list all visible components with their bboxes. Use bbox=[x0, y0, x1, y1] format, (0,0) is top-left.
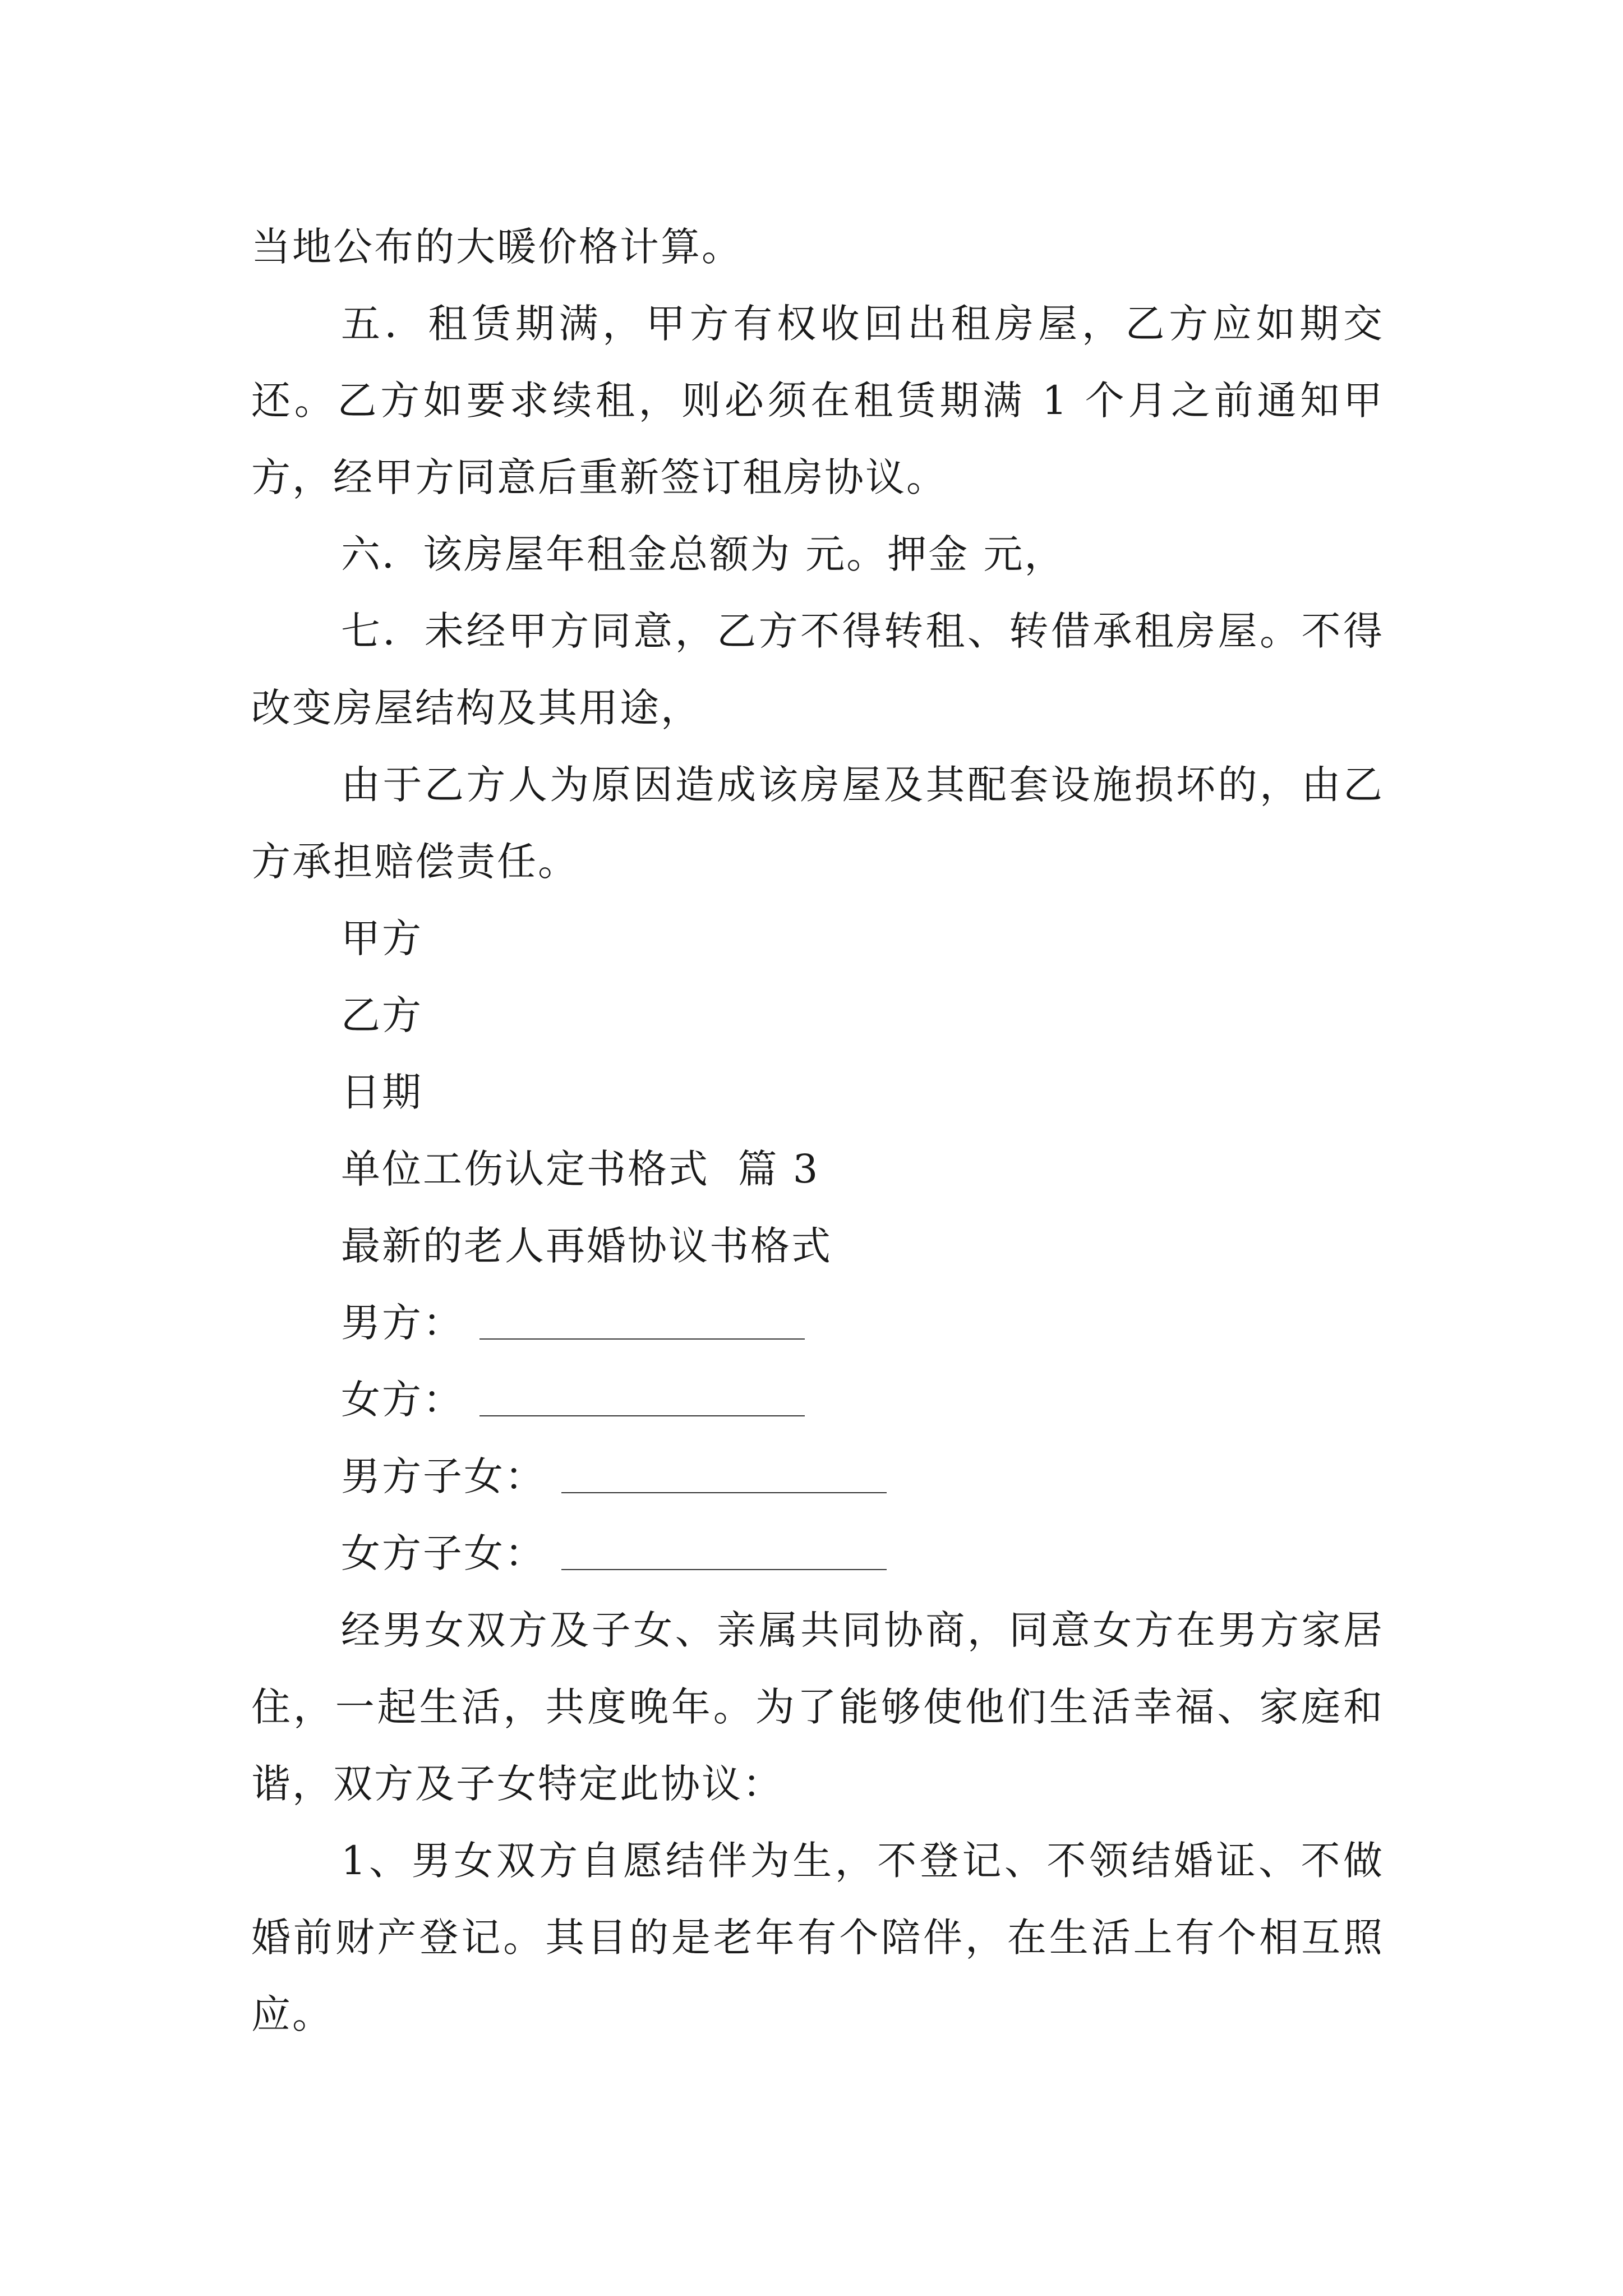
document-content bbox=[251, 209, 1384, 2053]
section-heading: 单位工伤认定书格式 篇 3 bbox=[341, 1146, 820, 1192]
field-man-children bbox=[251, 1438, 1384, 1515]
field-woman-children bbox=[251, 1515, 1384, 1592]
paragraph-article-one: 1、男女双方自愿结伴为生，不登记、不领结婚证、不做婚前财产登记。其目的是老年有个陪伴，在生活上有个相互照应。 bbox=[251, 1838, 1384, 2037]
field-man-children-label: 男方子女： bbox=[341, 1453, 546, 1499]
field-man bbox=[251, 1285, 1384, 1361]
field-woman bbox=[251, 1361, 1384, 1438]
paragraph-clause-seven: 七．未经甲方同意，乙方不得转租、转借承租房屋。不得改变房屋结构及其用途， bbox=[251, 608, 1384, 731]
field-man-blank-line bbox=[479, 1338, 805, 1340]
field-man-label: 男方： bbox=[341, 1300, 464, 1346]
field-man-children-blank-line bbox=[561, 1492, 887, 1493]
paragraph-clause-six: 六．该房屋年租金总额为 元。押金 元， bbox=[341, 531, 1066, 577]
paragraph-damage-liability: 由于乙方人为原因造成该房屋及其配套设施损坏的，由乙方承担赔偿责任。 bbox=[251, 762, 1384, 885]
signature-party-b: 乙方 bbox=[341, 992, 423, 1038]
field-woman-children-label: 女方子女： bbox=[341, 1530, 546, 1576]
signature-date: 日期 bbox=[341, 1069, 423, 1115]
field-woman-blank-line bbox=[479, 1415, 805, 1416]
paragraph-agreement-intro: 经男女双方及子女、亲属共同协商，同意女方在男方家居住，一起生活，共度晚年。为了能够使他们生活幸福、家庭和谐，双方及子女特定此协议： bbox=[251, 1607, 1384, 1807]
paragraph-clause-five: 五．租赁期满，甲方有权收回出租房屋，乙方应如期交还。乙方如要求续租，则必须在租赁期满 1 个月之前通知甲方，经甲方同意后重新签订租房协议。 bbox=[251, 301, 1384, 500]
field-woman-children-blank-line bbox=[561, 1569, 887, 1570]
paragraph-heating-price: 当地公布的大暖价格计算。 bbox=[251, 224, 743, 270]
field-woman-label: 女方： bbox=[341, 1377, 464, 1423]
agreement-title: 最新的老人再婚协议书格式 bbox=[341, 1223, 832, 1269]
signature-party-a: 甲方 bbox=[341, 915, 423, 961]
